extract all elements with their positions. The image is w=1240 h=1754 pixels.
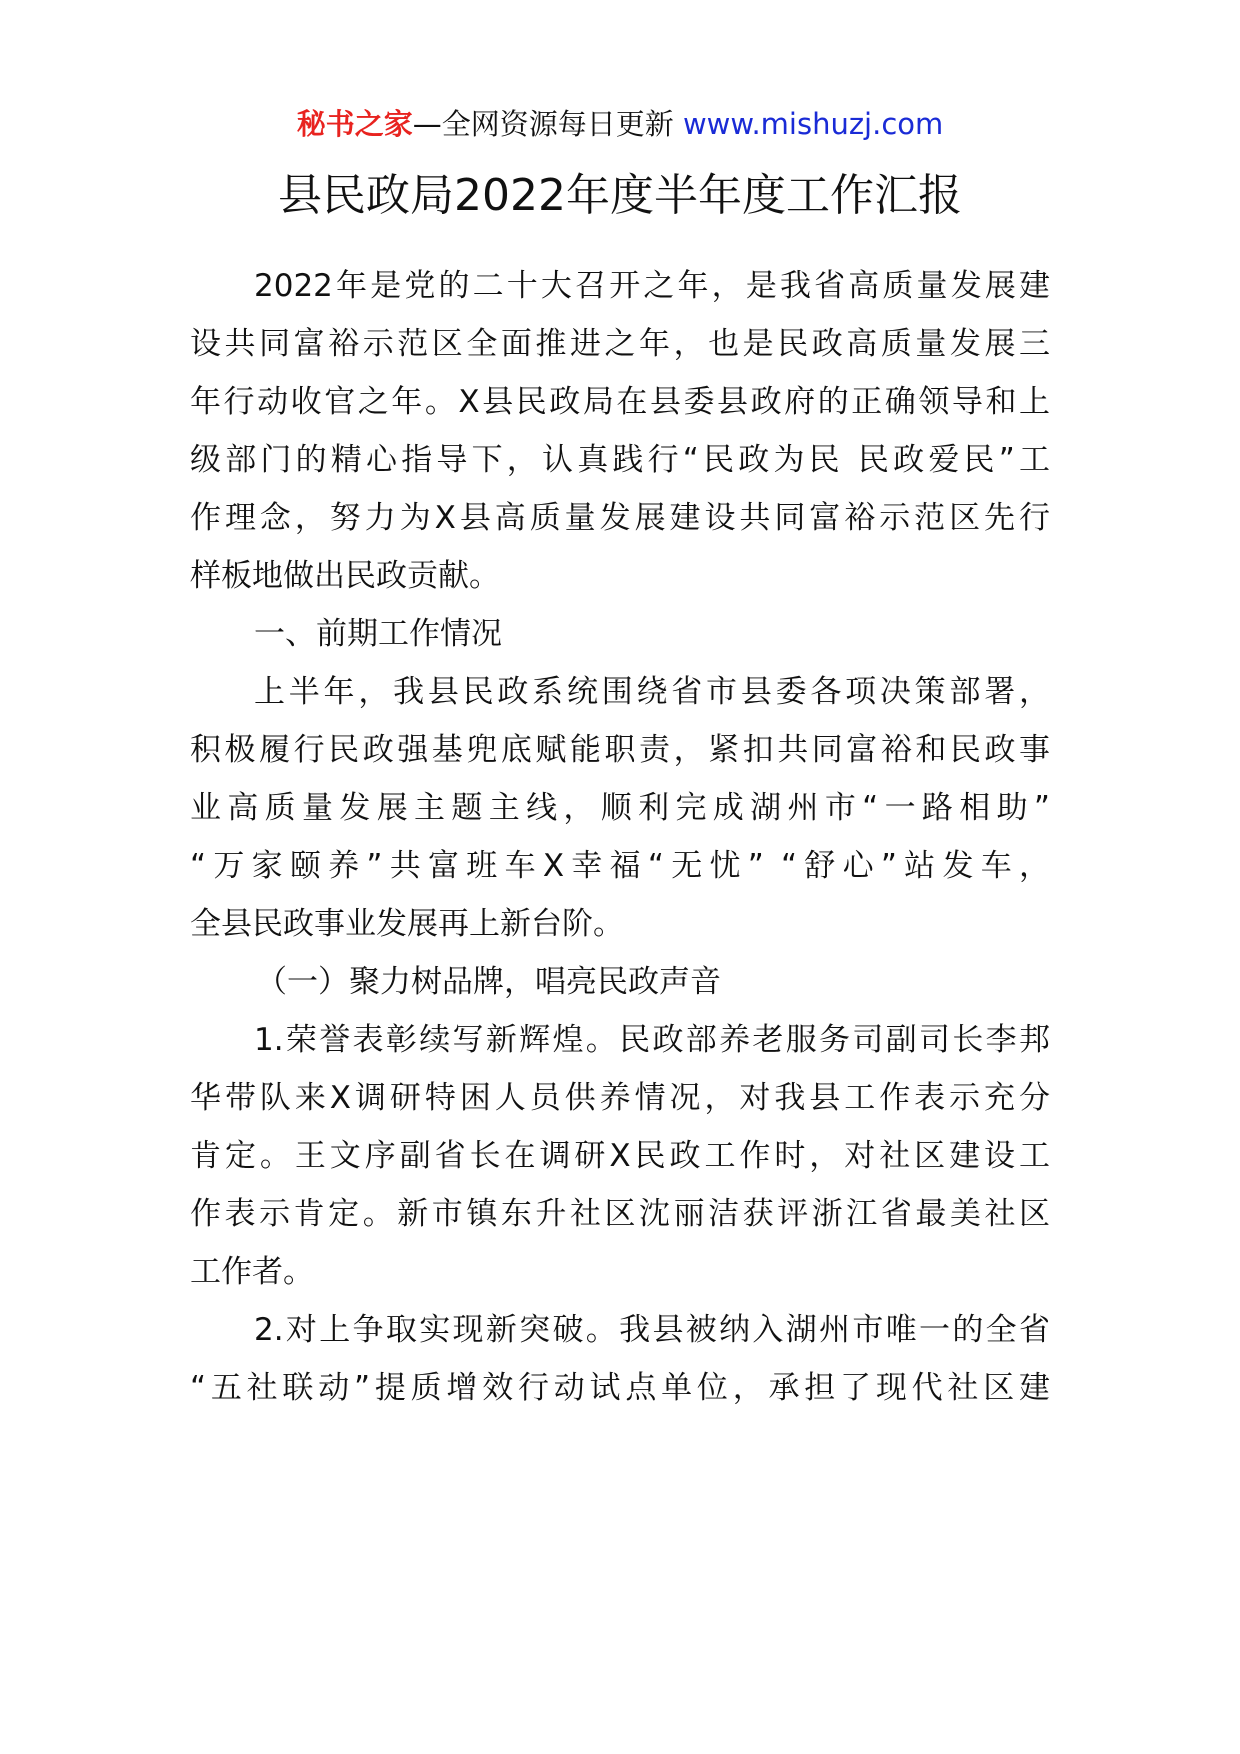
paragraph-line: 工作者。	[190, 1254, 314, 1290]
paragraph-line: 设共同富裕示范区全面推进之年，也是民政高质量发展三	[190, 326, 1050, 362]
slogan-text: —全网资源每日更新	[412, 107, 683, 141]
paragraph-line: 2022年是党的二十大召开之年，是我省高质量发展建	[254, 268, 1050, 304]
watermark-header	[0, 104, 1240, 144]
paragraph-line: 样板地做出民政贡献。	[190, 558, 500, 594]
paragraph-line: 华带队来X调研特困人员供养情况，对我县工作表示充分	[190, 1080, 1050, 1116]
paragraph-line: 2.对上争取实现新突破。我县被纳入湖州市唯一的全省	[254, 1312, 1050, 1348]
paragraph-line: 积极履行民政强基兜底赋能职责，紧扣共同富裕和民政事	[190, 732, 1050, 768]
paragraph-line: “五社联动”提质增效行动试点单位，承担了现代社区建	[190, 1370, 1050, 1406]
website-link[interactable]: www.mishuzj.com	[682, 107, 944, 141]
paragraph-line: “万家颐养”共富班车X幸福“无忧” “舒心”站发车，	[190, 848, 1050, 884]
document-title: 县民政局2022年度半年度工作汇报	[278, 170, 962, 221]
paragraph-line: 业高质量发展主题主线，顺利完成湖州市“一路相助”	[190, 790, 1050, 826]
paragraph-line: 上半年，我县民政系统围绕省市县委各项决策部署，	[254, 674, 1050, 710]
brand-name: 秘书之家	[296, 107, 413, 141]
paragraph-line: 全县民政事业发展再上新台阶。	[190, 906, 624, 942]
paragraph-line: 年行动收官之年。X县民政局在县委县政府的正确领导和上	[190, 384, 1050, 420]
paragraph-line: 级部门的精心指导下，认真践行“民政为民 民政爱民”工	[190, 442, 1050, 478]
section-heading: 一、前期工作情况	[254, 616, 502, 652]
paragraph-line: 作理念，努力为X县高质量发展建设共同富裕示范区先行	[190, 500, 1050, 536]
subsection-heading: （一）聚力树品牌，唱亮民政声音	[256, 964, 721, 1000]
paragraph-line: 肯定。王文序副省长在调研X民政工作时，对社区建设工	[190, 1138, 1050, 1174]
paragraph-line: 作表示肯定。新市镇东升社区沈丽洁获评浙江省最美社区	[190, 1196, 1050, 1232]
paragraph-line: 1.荣誉表彰续写新辉煌。民政部养老服务司副司长李邦	[254, 1022, 1050, 1058]
